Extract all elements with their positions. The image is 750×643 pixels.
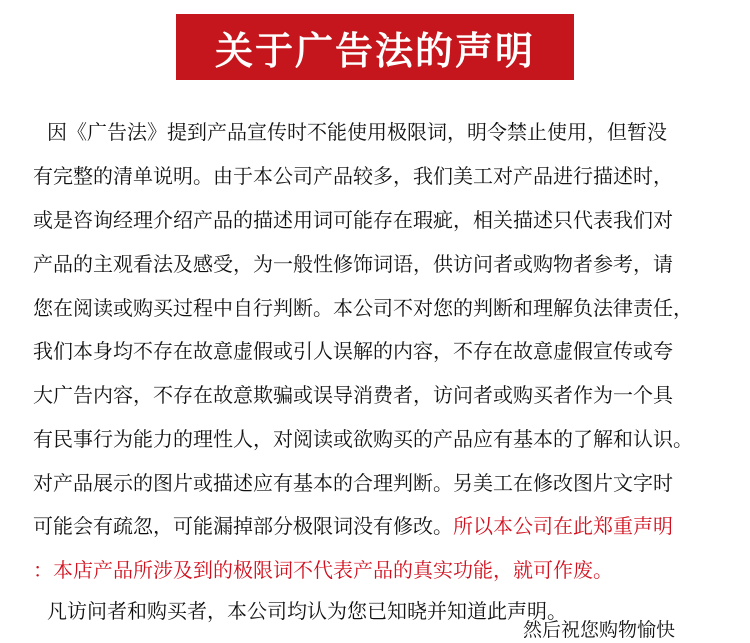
body-line-2: 有完整的清单说明。由于本公司产品较多，我们美工对产品进行描述时，: [33, 164, 673, 188]
body-line-6: 我们本身均不存在故意虚假或引人误解的内容，不存在故意虚假宣传或夸: [33, 339, 673, 363]
signoff: 然后祝您购物愉快: [523, 619, 676, 641]
page-title: 关于广告法的声明: [214, 28, 535, 73]
body-line-7: 大广告内容，不存在故意欺骗或误导消费者，访问者或购买者作为一个具: [33, 383, 673, 407]
body-line-10: [33, 511, 673, 541]
title-banner: [176, 14, 574, 80]
body-line-9: 对产品展示的图片或描述应有基本的合理判断。另美工在修改图片文字时: [33, 471, 673, 495]
solemn-declaration-lead: 所以本公司在此郑重声明: [453, 514, 673, 538]
body-line-8: 有民事行为能力的理性人，对阅读或欲购买的产品应有基本的了解和认识。: [33, 427, 693, 451]
body-line-1: 因《广告法》提到产品宣传时不能使用极限词，明令禁止使用，但暂没: [47, 120, 667, 144]
declaration-statement: ：本店产品所涉及到的极限词不代表产品的真实功能，就可作废。: [33, 558, 613, 582]
body-line-3: 或是咨询经理介绍产品的描述用词可能存在瑕疵，相关描述只代表我们对: [33, 208, 673, 232]
body-line-10-text: 可能会有疏忽，可能漏掉部分极限词没有修改。: [33, 514, 453, 538]
body-line-5: 您在阅读或购买过程中自行判断。本公司不对您的判断和理解负法律责任，: [33, 296, 693, 320]
body-line-4: 产品的主观看法及感受，为一般性修饰词语，供访问者或购物者参考，请: [33, 252, 673, 276]
closing-line: 凡访问者和购买者，本公司均认为您已知晓并知道此声明。: [47, 599, 567, 623]
